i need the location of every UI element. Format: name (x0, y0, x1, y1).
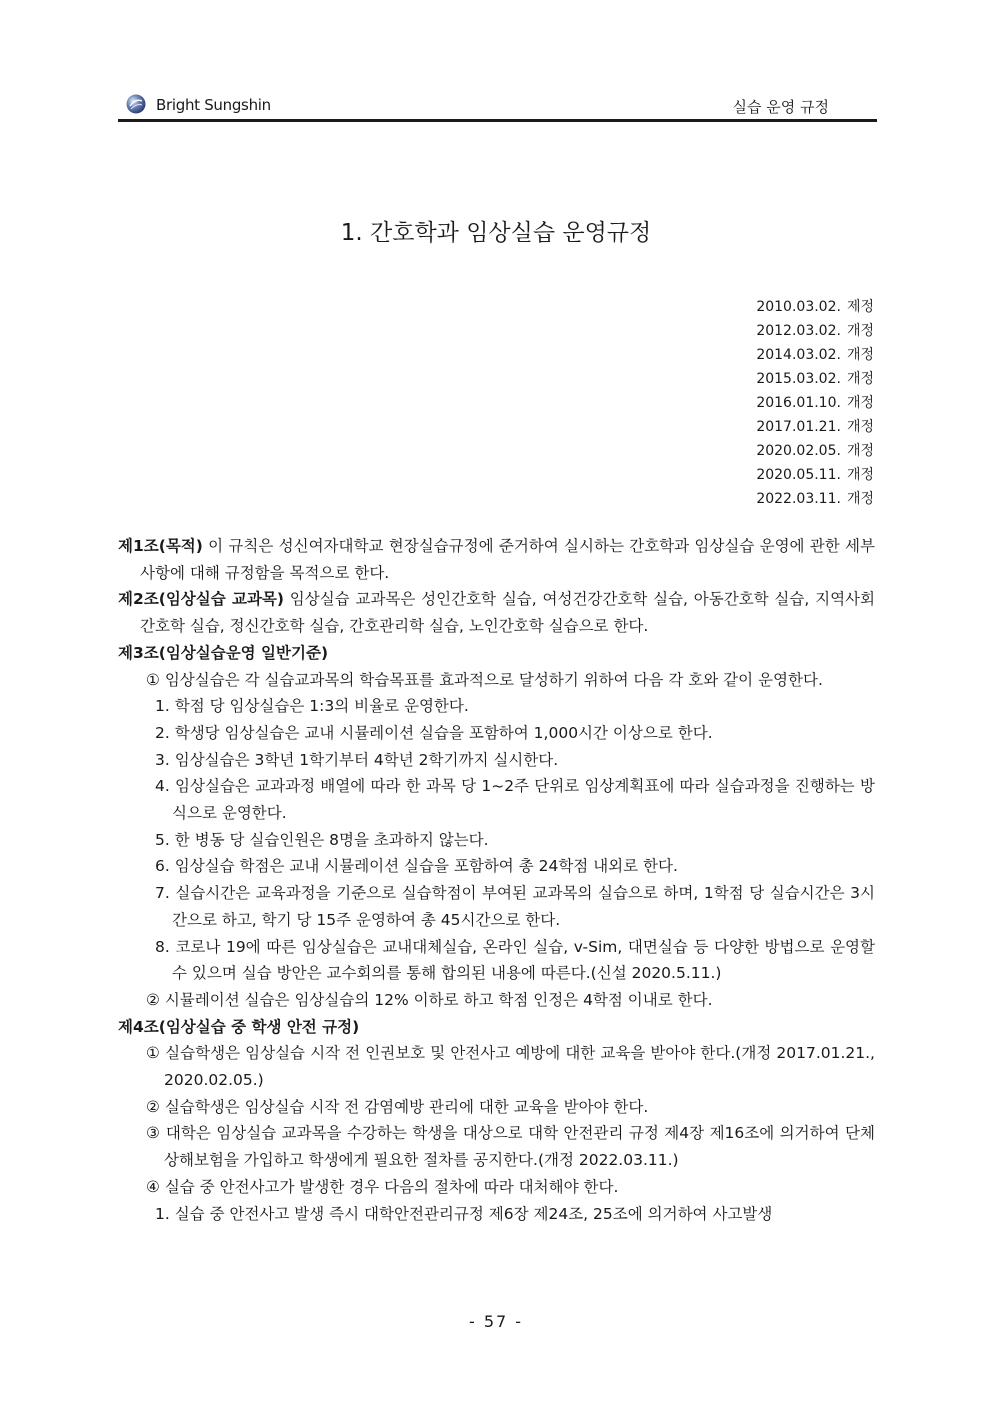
clause: ① 임상실습은 각 실습교과목의 학습목표를 효과적으로 달성하기 위하여 다음 각 호와 같이 운영한다. (146, 670, 823, 689)
history-entry (756, 415, 874, 439)
clause: ① 실습학생은 임상실습 시작 전 인권보호 및 안전사고 예방에 대한 교육을 받아야 한다.(개정 2017.01.21., 2020.02.05.) (146, 1044, 875, 1090)
history-date: 2017.01.21. (756, 419, 841, 435)
history-type: 개정 (846, 443, 874, 459)
list-item: 7. 실습시간은 교육과정을 기준으로 실습학점이 부여된 교과목의 실습으로 하며, 1학점 당 실습시간은 3시간으로 하고, 학기 당 15주 운영하여 총 45시간으로 한다. (155, 884, 875, 929)
revision-history (756, 295, 874, 511)
list-item: 5. 한 병동 당 실습인원은 8명을 초과하지 않는다. (155, 830, 489, 849)
list-item: 8. 코로나 19에 따른 임상실습은 교내대체실습, 온라인 실습, v-Sim, 대면실습 등 다양한 방법으로 운영할 수 있으며 실습 방안은 교수회의를 통해 합의된 내용에 따른다.(신설 2020.5.11.) (155, 937, 875, 983)
history-entry (756, 463, 874, 487)
history-type: 개정 (846, 371, 874, 387)
history-type: 개정 (846, 467, 874, 483)
history-entry (756, 367, 874, 391)
history-date: 2014.03.02. (756, 347, 841, 363)
clause: ③ 대학은 임상실습 교과목을 수강하는 학생을 대상으로 대학 안전관리 규정 제4장 제16조에 의거하여 단체 상해보험을 가입하고 학생에게 필요한 절차를 공지한다.(개정 2022.03.11.) (146, 1124, 875, 1170)
clause: ② 실습학생은 임상실습 시작 전 감염예방 관리에 대한 교육을 받아야 한다. (146, 1097, 649, 1116)
history-type: 제정 (846, 299, 874, 315)
history-date: 2010.03.02. (756, 299, 841, 315)
article-2 (118, 586, 875, 639)
article-heading: 제1조(목적) (118, 537, 203, 555)
history-entry (756, 295, 874, 319)
history-type: 개정 (846, 395, 874, 411)
page-title: 1. 간호학과 임상실습 운영규정 (340, 220, 652, 246)
history-type: 개정 (846, 347, 874, 363)
article-1 (118, 533, 875, 586)
history-date: 2022.03.11. (756, 491, 841, 507)
history-date: 2012.03.02. (756, 323, 841, 339)
article-3-heading (118, 640, 875, 667)
article-text: 임상실습 교과목은 성인간호학 실습, 여성건강간호학 실습, 아동간호학 실습, 지역사회간호학 실습, 정신간호학 실습, 간호관리학 실습, 노인간호학 실습으로 한다. (140, 590, 875, 636)
article-heading: 제2조(임상실습 교과목) (118, 590, 284, 609)
clause: ② 시뮬레이션 실습은 임상실습의 12% 이하로 하고 학점 인정은 4학점 이내로 한다. (146, 990, 713, 1009)
list-item: 1. 학점 당 임상실습은 1:3의 비율로 운영한다. (155, 697, 469, 716)
history-date: 2015.03.02. (756, 371, 841, 387)
page-header (118, 92, 877, 122)
regulation-body (118, 533, 875, 1227)
history-date: 2020.02.05. (756, 443, 841, 459)
history-type: 개정 (846, 323, 874, 339)
history-date: 2016.01.10. (756, 395, 841, 411)
clause: ④ 실습 중 안전사고가 발생한 경우 다음의 절차에 따라 대처해야 한다. (146, 1177, 619, 1196)
list-item: 4. 임상실습은 교과과정 배열에 따라 한 과목 당 1~2주 단위로 임상계획표에 따라 실습과정을 진행하는 방식으로 운영한다. (155, 777, 875, 823)
history-type: 개정 (846, 491, 874, 507)
sungshin-logo-icon (126, 94, 146, 114)
document-label: 실습 운영 규정 (732, 98, 829, 116)
list-item: 3. 임상실습은 3학년 1학기부터 4학년 2학기까지 실시한다. (155, 750, 559, 769)
history-entry (756, 319, 874, 343)
history-date: 2020.05.11. (756, 467, 841, 483)
article-4-heading (118, 1014, 875, 1041)
list-item: 6. 임상실습 학점은 교내 시뮬레이션 실습을 포함하여 총 24학점 내외로 한다. (155, 857, 678, 876)
article-text: 이 규칙은 성신여자대학교 현장실습규정에 준거하여 실시하는 간호학과 임상실습 운영에 관한 세부사항에 대해 규정함을 목적으로 한다. (140, 537, 875, 582)
list-item: 2. 학생당 임상실습은 교내 시뮬레이션 실습을 포함하여 1,000시간 이상으로 한다. (155, 723, 713, 742)
history-entry (756, 487, 874, 511)
brand-name: Bright Sungshin (156, 96, 271, 114)
history-entry (756, 391, 874, 415)
list-item: 1. 실습 중 안전사고 발생 즉시 대학안전관리규정 제6장 제24조, 25조에 의거하여 사고발생 (155, 1204, 773, 1223)
article-heading: 제3조(임상실습운영 일반기준) (118, 643, 329, 662)
history-type: 개정 (846, 419, 874, 435)
article-heading: 제4조(임상실습 중 학생 안전 규정) (118, 1017, 360, 1036)
history-entry (756, 343, 874, 367)
history-entry (756, 439, 874, 463)
page-number: - 57 - (468, 1312, 524, 1331)
